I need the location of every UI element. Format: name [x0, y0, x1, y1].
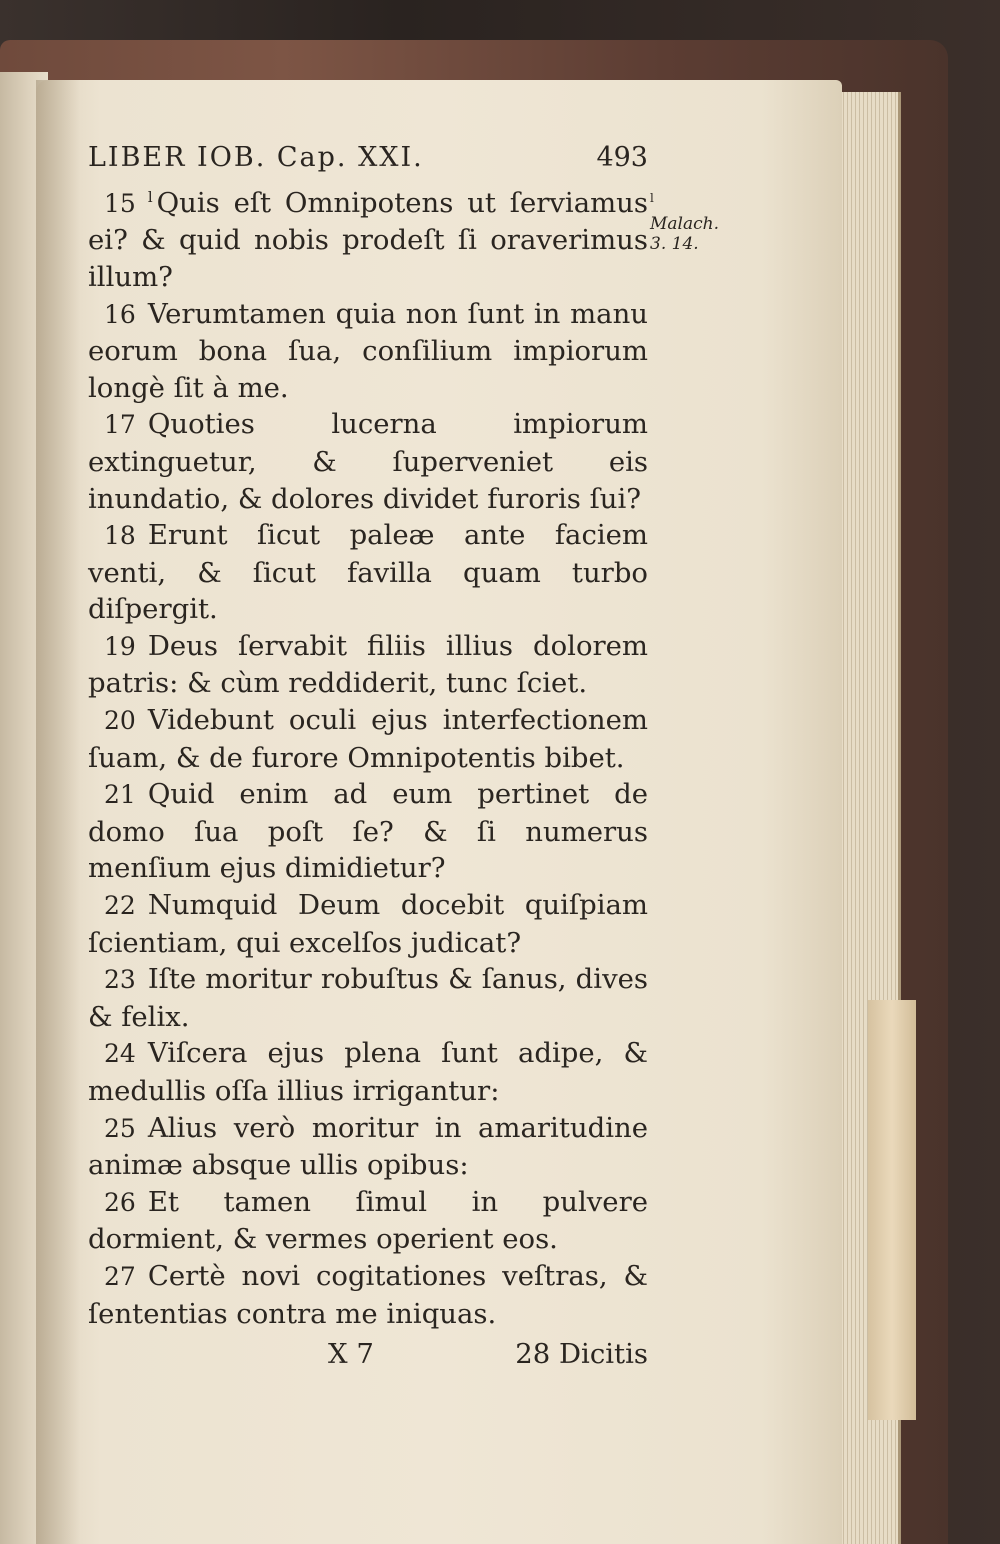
verse-text: Numquid Deum docebit quiſpiam ſcientiam, qui excelſos judicat? — [88, 889, 648, 959]
verse-number: 24 — [104, 1039, 136, 1069]
verse — [88, 961, 648, 1035]
verse — [88, 776, 648, 887]
verse-text: Quid enim ad eum pertinet de domo ſua poſt ſe? & ſi numerus menſium ejus dimidietur? — [88, 778, 648, 885]
gutter-shadow — [36, 80, 80, 1544]
signature-mark: X 7 — [328, 1338, 374, 1371]
running-title: LIBER IOB. Cap. XXI. — [88, 142, 424, 173]
verse-text: Quoties lucerna impiorum extinguetur, & ſuperveniet eis inundatio, & dolores dividet furoris ſui? — [88, 408, 648, 515]
verse — [88, 628, 648, 702]
verse-text: Quis eſt Omnipotens ut ſerviamus ei? & quid nobis prodeſt ſi oraverimus illum? — [88, 186, 648, 293]
verse — [88, 296, 648, 407]
margin-note-text: Malach. 3. 14. — [650, 213, 719, 254]
catchword: 28 Dicitis — [515, 1338, 648, 1371]
verse-number: 25 — [104, 1113, 136, 1143]
running-header — [88, 140, 648, 177]
verse-number: 27 — [104, 1261, 136, 1291]
verse-text: Alius verò moritur in amaritudine animæ absque ullis opibus: — [88, 1111, 648, 1182]
verse-number: 17 — [104, 410, 136, 440]
verse-number: 19 — [104, 631, 136, 661]
page-number: 493 — [596, 142, 648, 173]
margin-note-mark: l — [650, 191, 654, 205]
verse — [88, 1258, 648, 1332]
verse-text: Verumtamen quia non ſunt in manu eorum bona ſua, conſilium impiorum longè ſit à me. — [88, 297, 648, 404]
verse — [88, 179, 648, 296]
verse-number: 22 — [104, 891, 136, 921]
page-text — [88, 140, 648, 1373]
verse — [88, 517, 648, 628]
verse-number: 20 — [104, 706, 136, 736]
note-mark: l — [147, 187, 153, 206]
verse-number: 23 — [104, 965, 136, 995]
bookmark-slip — [868, 1000, 916, 1420]
verse-text: Videbunt oculi ejus interfectionem ſuam, & de furore Omnipotentis bibet. — [88, 704, 648, 774]
verse — [88, 887, 648, 961]
verse-text: Erunt ſicut paleæ ante faciem venti, & ſicut favilla quam turbo diſpergit. — [88, 519, 648, 626]
verse-text: Certè novi cogitationes veſtras, & ſententias contra me iniquas. — [88, 1259, 648, 1330]
verse-text: Viſcera ejus plena ſunt adipe, & medullis oſſa illius irrigantur: — [88, 1037, 648, 1107]
verse-text: Et tamen ſimul in pulvere dormient, & vermes operient eos. — [88, 1185, 648, 1256]
verse — [88, 1110, 648, 1184]
verse — [88, 1035, 648, 1109]
verse-number: 16 — [104, 299, 136, 329]
verse — [88, 406, 648, 517]
verse-number: 26 — [104, 1187, 136, 1217]
page-footer — [88, 1336, 648, 1373]
verse-text: Iſte moritur robuſtus & ſanus, dives & felix. — [88, 963, 648, 1033]
margin-note — [650, 188, 719, 254]
verse-text: Deus ſervabit filiis illius dolorem patris: & cùm reddiderit, tunc ſciet. — [88, 629, 648, 700]
verse-number: 15 — [104, 188, 136, 218]
verse — [88, 1184, 648, 1258]
verse-number: 18 — [104, 521, 136, 551]
verse — [88, 702, 648, 776]
verse-number: 21 — [104, 780, 136, 810]
